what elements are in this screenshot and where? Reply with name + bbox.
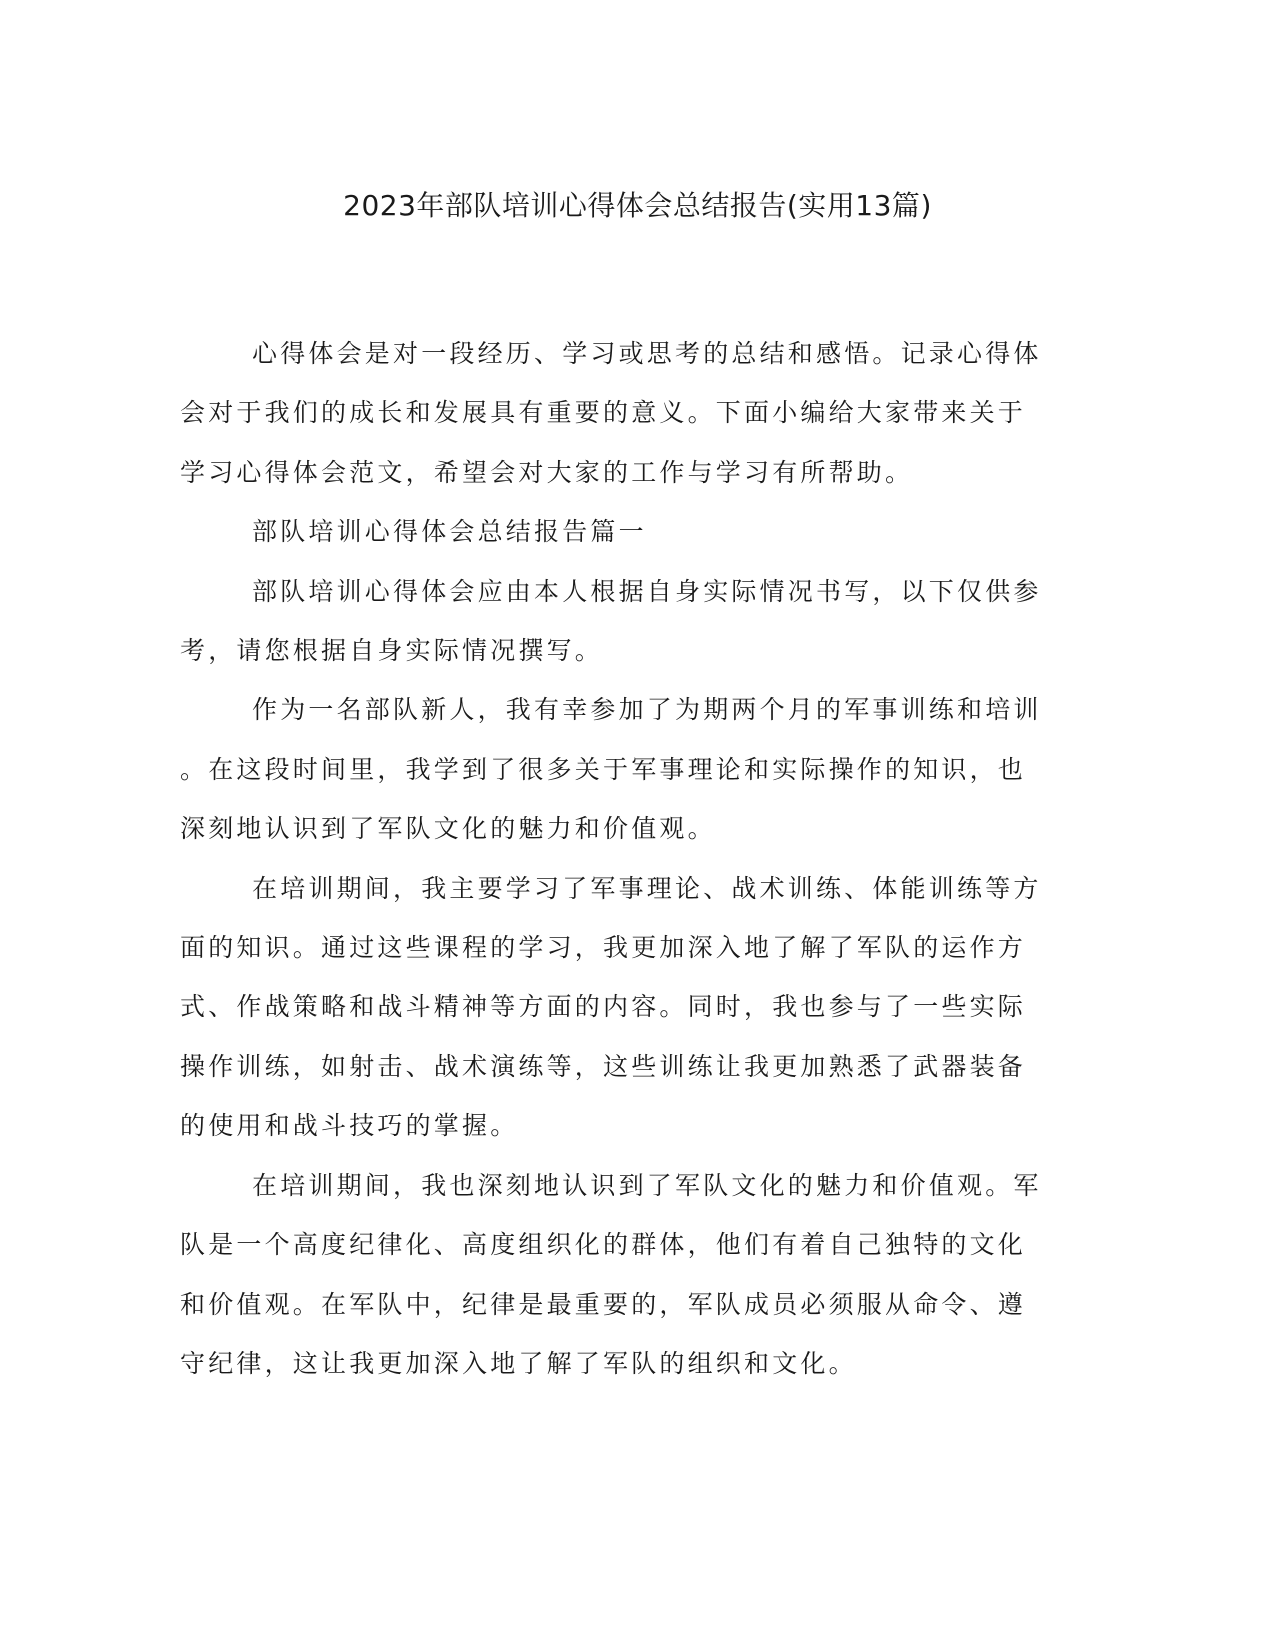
paragraph-line: 式、作战策略和战斗精神等方面的内容。同时，我也参与了一些实际 xyxy=(180,992,1027,1022)
paragraph-line: 在培训期间，我主要学习了军事理论、战术训练、体能训练等方 xyxy=(252,873,1042,903)
paragraph-line: 考，请您根据自身实际情况撰写。 xyxy=(180,636,604,666)
paragraph-body xyxy=(180,1156,1042,1394)
section-heading-text: 部队培训心得体会总结报告篇一 xyxy=(252,517,647,547)
document-body xyxy=(180,324,1042,1393)
paragraph-line: 面的知识。通过这些课程的学习，我更加深入地了解了军队的运作方 xyxy=(180,933,1027,963)
paragraph-line: 会对于我们的成长和发展具有重要的意义。下面小编给大家带来关于 xyxy=(180,398,1027,428)
document-title: 2023年部队培训心得体会总结报告(实用13篇) xyxy=(343,189,932,222)
paragraph-line: 操作训练，如射击、战术演练等，这些训练让我更加熟悉了武器装备 xyxy=(180,1051,1027,1081)
paragraph-line: 队是一个高度纪律化、高度组织化的群体，他们有着自己独特的文化 xyxy=(180,1230,1027,1260)
paragraph-line: 守纪律，这让我更加深入地了解了军队的组织和文化。 xyxy=(180,1348,857,1378)
paragraph-line: 在培训期间，我也深刻地认识到了军队文化的魅力和价值观。军 xyxy=(252,1170,1042,1200)
paragraph-line: 的使用和战斗技巧的掌握。 xyxy=(180,1111,519,1141)
paragraph-body xyxy=(180,859,1042,1156)
paragraph-body xyxy=(180,680,1042,858)
section-heading xyxy=(180,502,1028,561)
paragraph-line: 和价值观。在军队中，纪律是最重要的，军队成员必须服从命令、遵 xyxy=(180,1289,1027,1319)
paragraph-line: 作为一名部队新人，我有幸参加了为期两个月的军事训练和培训 xyxy=(252,695,1042,725)
paragraph-line: 深刻地认识到了军队文化的魅力和价值观。 xyxy=(180,814,716,844)
paragraph-line: 部队培训心得体会应由本人根据自身实际情况书写，以下仅供参 xyxy=(252,576,1042,606)
paragraph-line: 。在这段时间里，我学到了很多关于军事理论和实际操作的知识，也 xyxy=(180,754,1027,784)
paragraph-disclaimer xyxy=(180,562,1042,681)
paragraph-line: 心得体会是对一段经历、学习或思考的总结和感悟。记录心得体 xyxy=(252,339,1042,368)
paragraph-intro xyxy=(180,324,1042,502)
paragraph-line: 学习心得体会范文，希望会对大家的工作与学习有所帮助。 xyxy=(180,457,914,487)
